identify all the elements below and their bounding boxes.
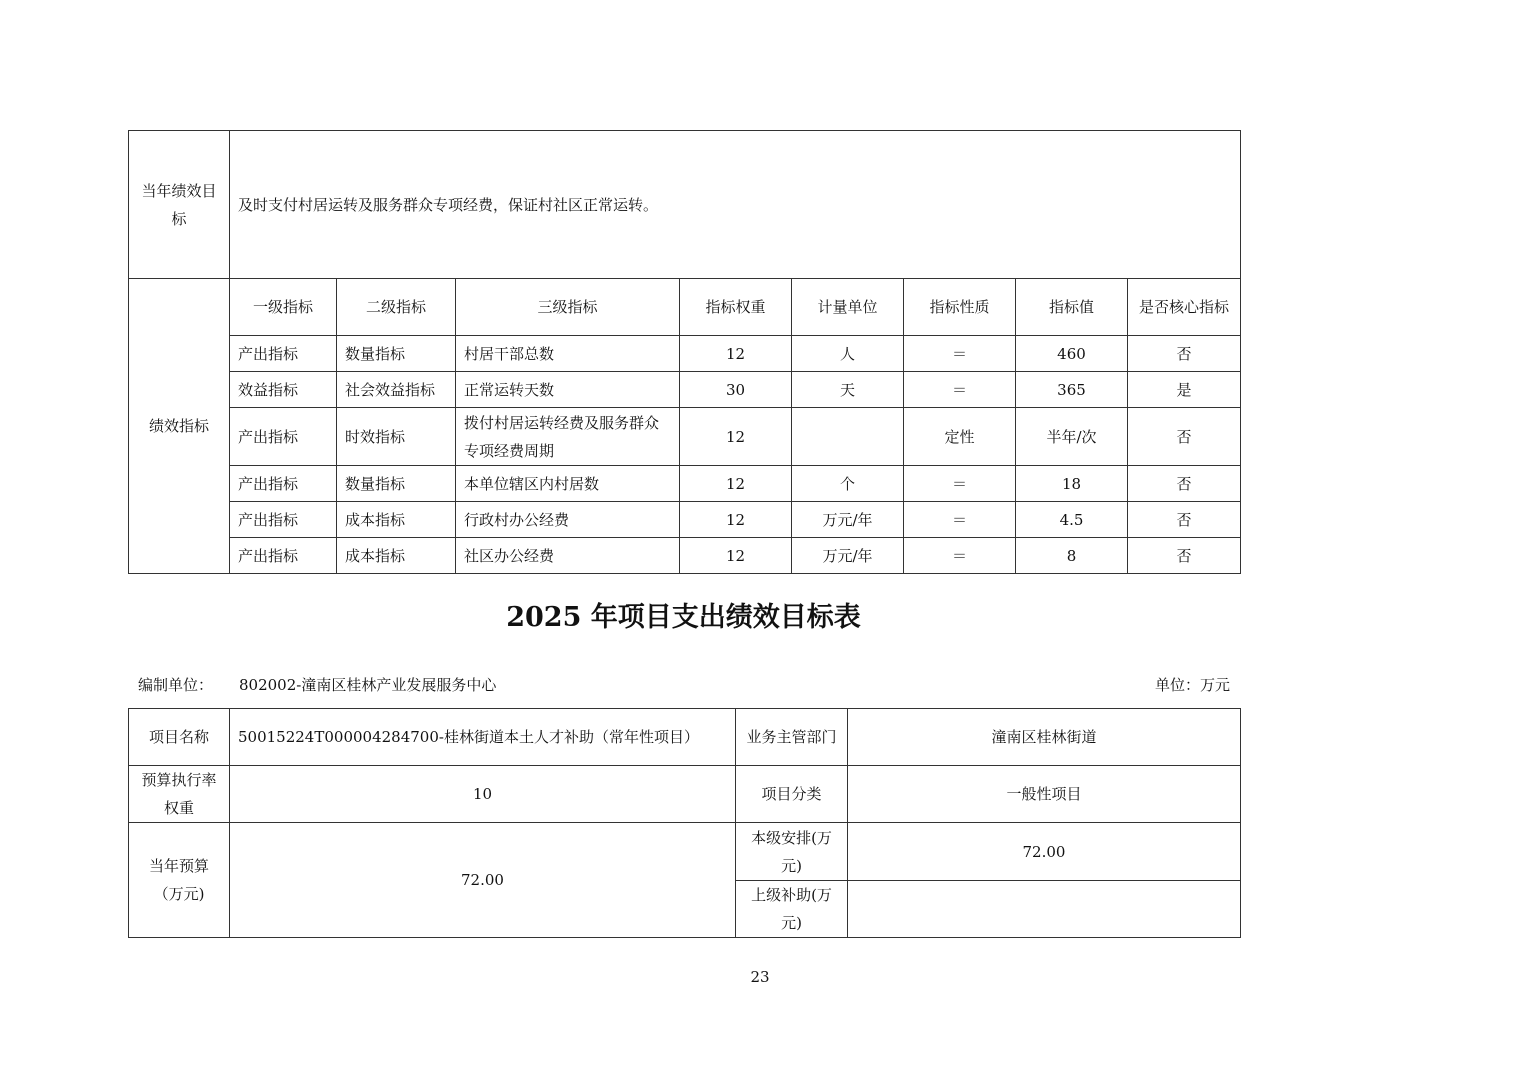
nature-cell: ＝ — [904, 502, 1016, 538]
budget-label: 当年预算（万元) — [129, 823, 230, 938]
level1-cell: 产出指标 — [230, 538, 337, 574]
category-label: 项目分类 — [736, 766, 848, 823]
unit-label: 单位：万元 — [1154, 676, 1230, 694]
header-level2: 二级指标 — [337, 279, 456, 336]
weight-cell: 30 — [680, 372, 792, 408]
page-number: 23 — [750, 968, 770, 986]
project-name-label: 项目名称 — [129, 709, 230, 766]
table-row — [129, 502, 1241, 538]
local-value: 72.00 — [848, 823, 1241, 881]
nature-cell: 定性 — [904, 408, 1016, 466]
upper-label: 上级补助(万元) — [736, 881, 848, 938]
nature-cell: ＝ — [904, 538, 1016, 574]
table-row — [129, 538, 1241, 574]
header-nature: 指标性质 — [904, 279, 1016, 336]
exec-rate-value: 10 — [230, 766, 736, 823]
project-name-value: 50015224T000004284700-桂林街道本土人才补助（常年性项目） — [230, 709, 736, 766]
core-cell: 否 — [1128, 408, 1241, 466]
weight-cell: 12 — [680, 466, 792, 502]
header-level3: 三级指标 — [456, 279, 680, 336]
core-cell: 否 — [1128, 538, 1241, 574]
table-row — [129, 408, 1241, 466]
header-weight: 指标权重 — [680, 279, 792, 336]
weight-cell: 12 — [680, 502, 792, 538]
nature-cell: ＝ — [904, 466, 1016, 502]
value-cell: 半年/次 — [1016, 408, 1128, 466]
level1-cell: 产出指标 — [230, 408, 337, 466]
level1-cell: 效益指标 — [230, 372, 337, 408]
core-cell: 是 — [1128, 372, 1241, 408]
nature-cell: ＝ — [904, 336, 1016, 372]
level3-cell: 本单位辖区内村居数 — [456, 466, 680, 502]
category-value: 一般性项目 — [848, 766, 1241, 823]
unit-cell — [792, 408, 904, 466]
weight-cell: 12 — [680, 538, 792, 574]
budget-value: 72.00 — [230, 823, 736, 938]
level2-cell: 社会效益指标 — [337, 372, 456, 408]
table-row — [129, 336, 1241, 372]
dept-value: 潼南区桂林街道 — [848, 709, 1241, 766]
level3-cell: 行政村办公经费 — [456, 502, 680, 538]
local-label: 本级安排(万元) — [736, 823, 848, 881]
project-info-table — [128, 708, 1241, 938]
org-value: 802002-潼南区桂林产业发展服务中心 — [239, 676, 497, 694]
unit-cell: 人 — [792, 336, 904, 372]
value-cell: 18 — [1016, 466, 1128, 502]
value-cell: 4.5 — [1016, 502, 1128, 538]
annual-goal-label: 当年绩效目标 — [129, 131, 230, 279]
weight-cell: 12 — [680, 408, 792, 466]
core-cell: 否 — [1128, 336, 1241, 372]
header-unit: 计量单位 — [792, 279, 904, 336]
unit-cell: 天 — [792, 372, 904, 408]
level2-cell: 成本指标 — [337, 502, 456, 538]
table-row — [129, 372, 1241, 408]
level2-cell: 数量指标 — [337, 336, 456, 372]
meta-line — [138, 673, 1230, 697]
unit-cell: 万元/年 — [792, 538, 904, 574]
performance-indicator-table — [128, 130, 1241, 574]
unit-cell: 万元/年 — [792, 502, 904, 538]
level2-cell: 成本指标 — [337, 538, 456, 574]
value-cell: 460 — [1016, 336, 1128, 372]
upper-value — [848, 881, 1241, 938]
annual-goal-text: 及时支付村居运转及服务群众专项经费，保证村社区正常运转。 — [230, 131, 1241, 279]
level3-cell: 社区办公经费 — [456, 538, 680, 574]
level3-cell: 正常运转天数 — [456, 372, 680, 408]
level3-cell: 村居干部总数 — [456, 336, 680, 372]
org-label: 编制单位： — [138, 676, 214, 694]
level2-cell: 时效指标 — [337, 408, 456, 466]
header-level1: 一级指标 — [230, 279, 337, 336]
level1-cell: 产出指标 — [230, 466, 337, 502]
core-cell: 否 — [1128, 466, 1241, 502]
header-core: 是否核心指标 — [1128, 279, 1241, 336]
level1-cell: 产出指标 — [230, 336, 337, 372]
header-value: 指标值 — [1016, 279, 1128, 336]
table-row — [129, 466, 1241, 502]
level3-cell: 拨付村居运转经费及服务群众专项经费周期 — [456, 408, 680, 466]
exec-rate-label: 预算执行率权重 — [129, 766, 230, 823]
weight-cell: 12 — [680, 336, 792, 372]
dept-label: 业务主管部门 — [736, 709, 848, 766]
core-cell: 否 — [1128, 502, 1241, 538]
level1-cell: 产出指标 — [230, 502, 337, 538]
nature-cell: ＝ — [904, 372, 1016, 408]
indicators-label: 绩效指标 — [129, 279, 230, 574]
level2-cell: 数量指标 — [337, 466, 456, 502]
value-cell: 365 — [1016, 372, 1128, 408]
value-cell: 8 — [1016, 538, 1128, 574]
unit-cell: 个 — [792, 466, 904, 502]
document-title: 2025 年项目支出绩效目标表 — [506, 602, 861, 633]
